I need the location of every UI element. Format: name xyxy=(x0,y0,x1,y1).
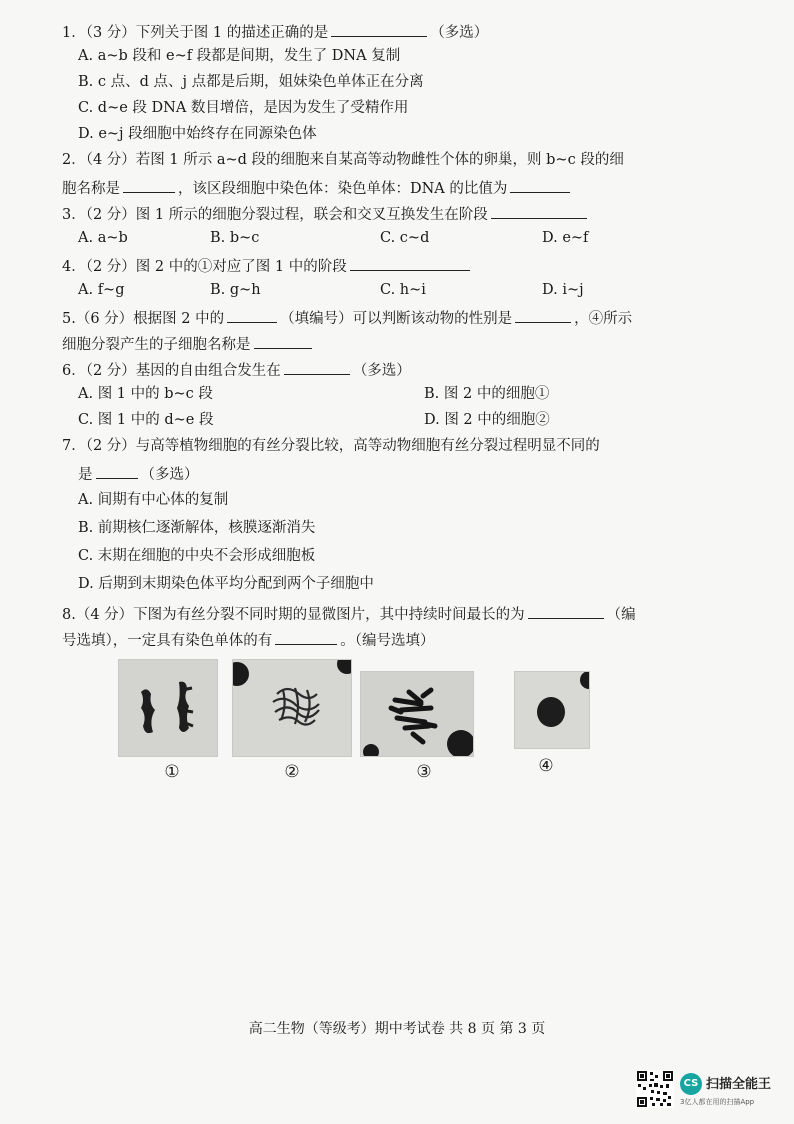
anaphase-cell-image xyxy=(119,660,217,756)
question-8-line1: 8.（4 分）下图为有丝分裂不同时期的显微图片，其中持续时间最长的为 （编 xyxy=(62,602,742,625)
answer-blank[interactable] xyxy=(491,202,587,219)
question-6-option-d: D. 图 2 中的细胞② xyxy=(424,412,550,428)
question-2-line2: 胞名称是 ，该区段细胞中染色体：染色单体：DNA 的比值为 xyxy=(62,176,742,199)
page-footer: 高二生物（等级考）期中考试卷 共 8 页 第 3 页 xyxy=(248,1021,546,1037)
micrograph-3-caption: ③ xyxy=(416,762,432,782)
question-5-line1: 5.（6 分）根据图 2 中的 （填编号）可以判断该动物的性别是 ，④所示 xyxy=(62,306,742,329)
micrograph-1-caption: ① xyxy=(164,762,180,782)
question-7-option-c: C. 末期在细胞的中央不会形成细胞板 xyxy=(78,548,316,564)
question-1-option-d: D. e~j 段细胞中始终存在同源染色体 xyxy=(78,126,317,142)
question-3-stem: 3．（2 分）图 1 所示的细胞分裂过程，联会和交叉互换发生在阶段 xyxy=(62,202,742,225)
camscanner-tagline: 3亿人都在用的扫描App xyxy=(680,1098,755,1106)
question-4-stem: 4．（2 分）图 2 中的①对应了图 1 中的阶段 xyxy=(62,254,742,277)
answer-blank[interactable] xyxy=(275,628,337,645)
answer-blank[interactable] xyxy=(284,358,350,375)
question-7-option-a: A. 间期有中心体的复制 xyxy=(78,492,229,508)
micrograph-4 xyxy=(514,671,590,749)
answer-blank[interactable] xyxy=(510,176,570,193)
question-3-option-b: B. b~c xyxy=(210,230,260,246)
question-4-option-d: D. i~j xyxy=(542,282,584,298)
answer-blank[interactable] xyxy=(227,306,277,323)
qr-code-icon xyxy=(636,1070,674,1108)
answer-blank[interactable] xyxy=(96,462,138,479)
question-4-option-a: A. f~g xyxy=(78,282,125,298)
interphase-cell-image xyxy=(515,672,589,748)
question-3-option-c: C. c~d xyxy=(380,230,430,246)
question-7-line2: 是 （多选） xyxy=(62,462,742,485)
question-1-option-a: A. a~b 段和 e~f 段都是间期，发生了 DNA 复制 xyxy=(78,48,401,64)
micrograph-2-caption: ② xyxy=(284,762,300,782)
question-7-option-d: D. 后期到末期染色体平均分配到两个子细胞中 xyxy=(78,576,374,592)
question-3-option-d: D. e~f xyxy=(542,230,589,246)
question-6-stem: 6．（2 分）基因的自由组合发生在 （多选） xyxy=(62,358,742,381)
question-4-option-b: B. g~h xyxy=(210,282,261,298)
answer-blank[interactable] xyxy=(528,602,604,619)
micrograph-2 xyxy=(232,659,352,757)
micrograph-4-caption: ④ xyxy=(538,756,554,776)
answer-blank[interactable] xyxy=(123,176,175,193)
question-3-option-a: A. a~b xyxy=(78,230,128,246)
question-8-line2: 号选填），一定具有染色单体的有 。（编号选填） xyxy=(62,628,742,651)
answer-blank[interactable] xyxy=(515,306,571,323)
question-2-line1: 2．（4 分）若图 1 所示 a~d 段的细胞来自某高等动物雌性个体的卵巢，则 b~c 段的细 xyxy=(62,152,624,168)
question-6-option-c: C. 图 1 中的 d~e 段 xyxy=(78,412,214,428)
answer-blank[interactable] xyxy=(254,332,312,349)
micrograph-3 xyxy=(360,671,474,757)
camscanner-name: 扫描全能王 xyxy=(706,1077,772,1092)
question-1-stem: 1．（3 分）下列关于图 1 的描述正确的是 （多选） xyxy=(62,20,742,43)
question-5-line2: 细胞分裂产生的子细胞名称是 xyxy=(62,332,742,355)
question-1-option-b: B. c 点、d 点、j 点都是后期，姐妹染色单体正在分离 xyxy=(78,74,424,90)
answer-blank[interactable] xyxy=(350,254,470,271)
question-4-option-c: C. h~i xyxy=(380,282,426,298)
question-7-line1: 7．（2 分）与高等植物细胞的有丝分裂比较，高等动物细胞有丝分裂过程明显不同的 xyxy=(62,438,600,454)
scanner-watermark xyxy=(636,1070,786,1112)
question-7-option-b: B. 前期核仁逐渐解体，核膜逐渐消失 xyxy=(78,520,316,536)
question-6-option-a: A. 图 1 中的 b~c 段 xyxy=(78,386,213,402)
question-1-option-c: C. d~e 段 DNA 数目增倍，是因为发生了受精作用 xyxy=(78,100,409,116)
prophase-cell-image xyxy=(233,660,351,756)
question-6-option-b: B. 图 2 中的细胞① xyxy=(424,386,550,402)
micrograph-1 xyxy=(118,659,218,757)
answer-blank[interactable] xyxy=(331,20,427,37)
camscanner-logo: CS xyxy=(680,1073,702,1095)
metaphase-cell-image xyxy=(361,672,473,756)
